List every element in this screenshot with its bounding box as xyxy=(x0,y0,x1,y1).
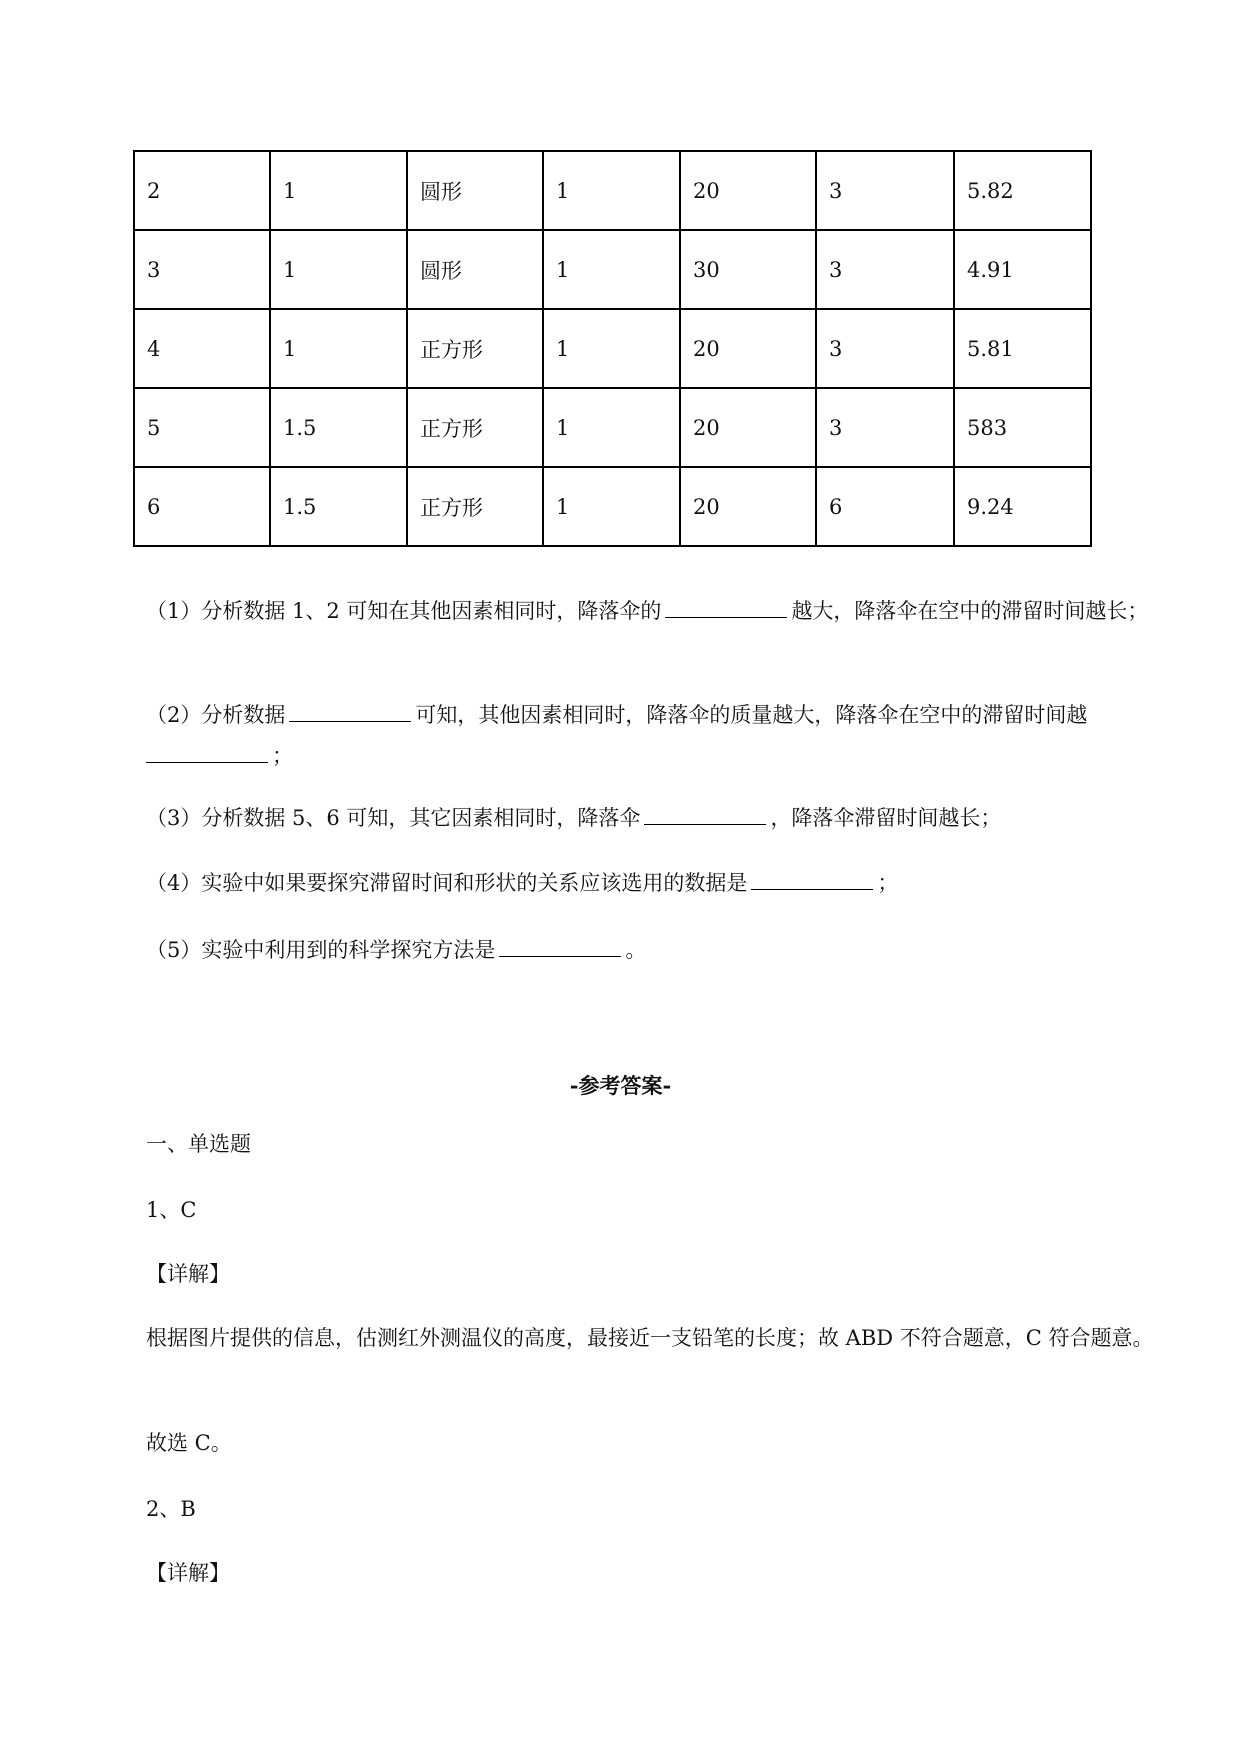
question-3-text: （3）分析数据 5、6 可知，其它因素相同时，降落伞 xyxy=(146,806,641,830)
question-1-text-end: 越大，降落伞在空中的滞留时间越长； xyxy=(791,599,1149,623)
table-cell: 1 xyxy=(543,151,680,230)
table-cell: 1 xyxy=(270,151,407,230)
table-row xyxy=(134,467,1091,546)
answer-1-detail-label: 【详解】 xyxy=(146,1262,230,1286)
table-cell: 2 xyxy=(134,151,270,230)
answer-1-conclusion: 故选 C。 xyxy=(146,1431,232,1455)
question-4-text: （4）实验中如果要探究滞留时间和形状的关系应该选用的数据是 xyxy=(146,871,748,895)
table-cell: 圆形 xyxy=(407,230,543,309)
table-cell: 1 xyxy=(270,309,407,388)
table-cell: 1.5 xyxy=(270,467,407,546)
table-cell: 4.91 xyxy=(954,230,1091,309)
answer-2-number: 2、B xyxy=(146,1497,196,1521)
table-cell: 3 xyxy=(816,309,954,388)
table-cell: 20 xyxy=(680,467,816,546)
table-cell: 6 xyxy=(816,467,954,546)
answer-1-explanation: 根据图片提供的信息，估测红外测温仪的高度，最接近一支铅笔的长度；故 ABD 不符合题意，C 符合题意。 xyxy=(146,1326,1154,1350)
table-cell: 1.5 xyxy=(270,388,407,467)
answer-blank[interactable] xyxy=(146,738,268,763)
table-cell: 5.82 xyxy=(954,151,1091,230)
table-cell: 30 xyxy=(680,230,816,309)
answer-key-title: -参考答案- xyxy=(569,1073,672,1098)
table-cell: 20 xyxy=(680,388,816,467)
answer-blank[interactable] xyxy=(751,865,873,890)
table-row xyxy=(134,309,1091,388)
table-cell: 3 xyxy=(134,230,270,309)
table-cell: 4 xyxy=(134,309,270,388)
table-cell: 1 xyxy=(543,230,680,309)
table-cell: 20 xyxy=(680,309,816,388)
answer-blank[interactable] xyxy=(289,697,411,722)
question-2-text-mid: 可知，其他因素相同时，降落伞的质量越大，降落伞在空中的滞留时间越 xyxy=(415,703,1088,727)
question-2-text-end: ； xyxy=(272,744,293,768)
answer-2-detail-label: 【详解】 xyxy=(146,1561,230,1585)
table-cell: 20 xyxy=(680,151,816,230)
table-cell: 6 xyxy=(134,467,270,546)
question-5 xyxy=(146,930,1156,971)
question-1-text: （1）分析数据 1、2 可知在其他因素相同时，降落伞的 xyxy=(146,599,662,623)
table-cell: 9.24 xyxy=(954,467,1091,546)
question-1 xyxy=(146,591,1156,632)
table-row xyxy=(134,388,1091,467)
table-cell: 3 xyxy=(816,388,954,467)
question-5-text: （5）实验中利用到的科学探究方法是 xyxy=(146,938,496,962)
question-3-text-end: ，降落伞滞留时间越长； xyxy=(770,806,1002,830)
question-4 xyxy=(146,863,1156,904)
table-cell: 3 xyxy=(816,230,954,309)
answer-1-number: 1、C xyxy=(146,1198,197,1222)
table-cell: 1 xyxy=(543,388,680,467)
table-cell: 5.81 xyxy=(954,309,1091,388)
answer-blank[interactable] xyxy=(499,932,621,957)
table-cell: 正方形 xyxy=(407,388,543,467)
experiment-data-table xyxy=(133,150,1092,547)
table-cell: 583 xyxy=(954,388,1091,467)
table-cell: 1 xyxy=(543,467,680,546)
table-row xyxy=(134,151,1091,230)
table-cell: 1 xyxy=(270,230,407,309)
table-cell: 正方形 xyxy=(407,309,543,388)
section-heading: 一、单选题 xyxy=(146,1132,251,1156)
question-4-text-end: ； xyxy=(877,871,899,895)
table-cell: 圆形 xyxy=(407,151,543,230)
question-2-text: （2）分析数据 xyxy=(146,703,286,727)
question-3 xyxy=(146,798,1156,839)
table-cell: 1 xyxy=(543,309,680,388)
question-2 xyxy=(146,695,1156,777)
answer-blank[interactable] xyxy=(665,593,787,618)
answer-blank[interactable] xyxy=(644,800,766,825)
table-cell: 3 xyxy=(816,151,954,230)
table-cell: 5 xyxy=(134,388,270,467)
question-5-text-end: 。 xyxy=(625,938,647,962)
table-row xyxy=(134,230,1091,309)
table-cell: 正方形 xyxy=(407,467,543,546)
